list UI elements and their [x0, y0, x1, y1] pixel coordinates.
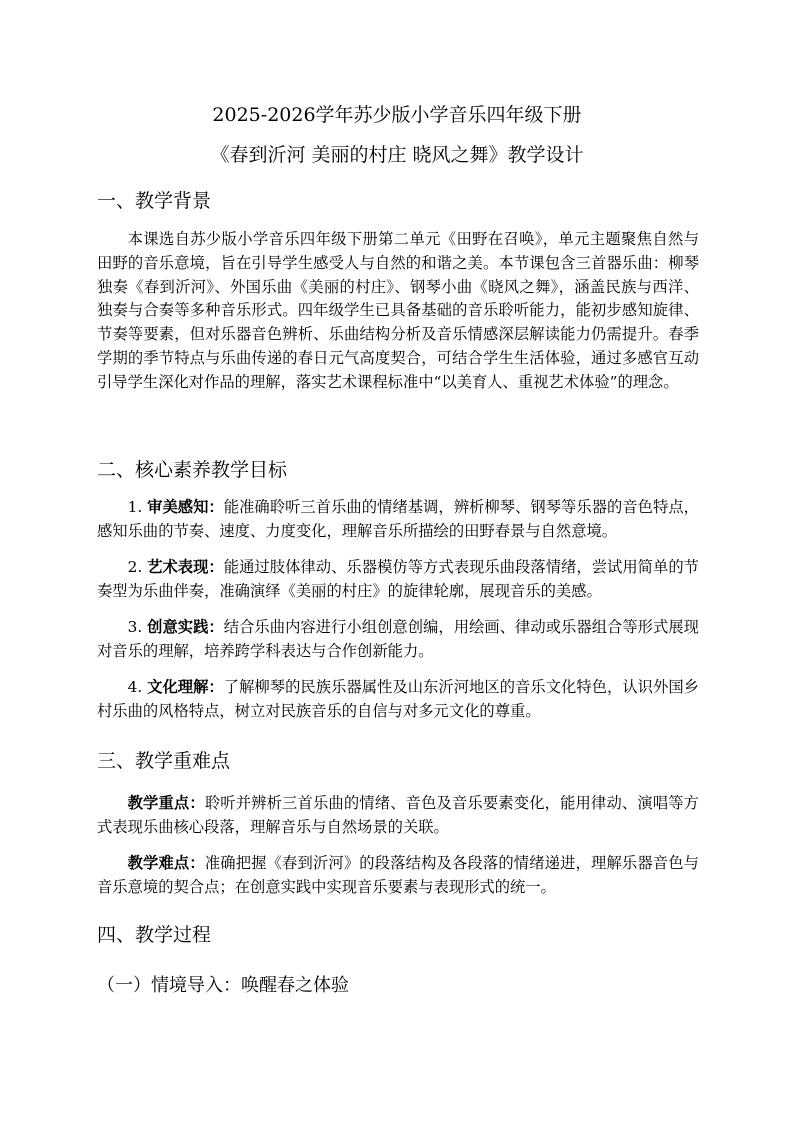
- goal-text: 了解柳琴的民族乐器属性及山东沂河地区的音乐文化特色，认识外国乡村乐曲的风格特点，树立对民族音乐的自信与对多元文化的尊重。: [97, 678, 699, 720]
- section-heading-key-points: 三、教学重难点: [97, 750, 231, 772]
- goal-label: 创意实践：: [147, 618, 224, 636]
- goal-number: 2.: [127, 558, 143, 576]
- goal-number: 1.: [127, 498, 143, 516]
- key-point-text: 聆听并辨析三首乐曲的情绪、音色及音乐要素变化，能用律动、演唱等方式表现乐曲核心段落，理解音乐与自然场景的关联。: [97, 794, 699, 836]
- goal-number: 4.: [127, 678, 143, 696]
- goal-item-expression: [97, 556, 699, 604]
- background-paragraph: 本课选自苏少版小学音乐四年级下册第二单元《田野在召唤》，单元主题聚焦自然与田野的音乐意境，旨在引导学生感受人与自然的和谐之美。本节课包含三首器乐曲：柳琴独奏《春到沂河》、外国乐曲《美丽的村庄》、钢琴小曲《晓风之舞》，涵盖民族与西洋、独奏与合奏等多种音乐形式。四年级学生已具备基础的音乐聆听能力，能初步感知旋律、节奏等要素，但对乐器音色辨析、乐曲结构分析及音乐情感深层解读能力仍需提升。春季学期的季节特点与乐曲传递的春日元气高度契合，可结合学生生活体验，通过多感官互动引导学生深化对作品的理解，落实艺术课程标准中“以美育人、重视艺术体验”的理念。: [97, 230, 699, 391]
- goal-label: 审美感知：: [147, 498, 224, 516]
- section-heading-process: 四、教学过程: [97, 924, 212, 946]
- section-heading-background: 一、教学背景: [97, 190, 212, 212]
- goal-text: 能通过肢体律动、乐器模仿等方式表现乐曲段落情绪，尝试用简单的节奏型为乐曲伴奏，准确演绎《美丽的村庄》的旋律轮廓，展现音乐的美感。: [97, 558, 699, 600]
- goal-text: 能准确聆听三首乐曲的情绪基调，辨析柳琴、钢琴等乐器的音色特点，感知乐曲的节奏、速度、力度变化，理解音乐所描绘的田野春景与自然意境。: [97, 498, 699, 540]
- difficulty-item: [97, 852, 699, 900]
- key-point-label: 教学重点：: [127, 794, 205, 812]
- key-point-item: [97, 792, 699, 840]
- goal-number: 3.: [127, 618, 143, 636]
- goal-item-creative: [97, 616, 699, 664]
- difficulty-text: 准确把握《春到沂河》的段落结构及各段落的情绪递进，理解乐器音色与音乐意境的契合点；在创意实践中实现音乐要素与表现形式的统一。: [97, 854, 699, 896]
- section-heading-goals: 二、核心素养教学目标: [97, 459, 288, 481]
- goal-label: 艺术表现：: [147, 558, 224, 576]
- document-title-line2: 《春到沂河 美丽的村庄 晓风之舞》教学设计: [210, 144, 584, 166]
- goal-text: 结合乐曲内容进行小组创意创编，用绘画、律动或乐器组合等形式展现对音乐的理解，培养跨学科表达与合作创新能力。: [97, 618, 699, 660]
- sub-heading-introduction: （一）情境导入：唤醒春之体验: [97, 975, 349, 996]
- document-title-line1: 2025-2026学年苏少版小学音乐四年级下册: [212, 104, 582, 126]
- goal-label: 文化理解：: [147, 678, 224, 696]
- difficulty-label: 教学难点：: [127, 854, 205, 872]
- goal-item-aesthetic: [97, 496, 699, 544]
- goal-item-culture: [97, 676, 699, 724]
